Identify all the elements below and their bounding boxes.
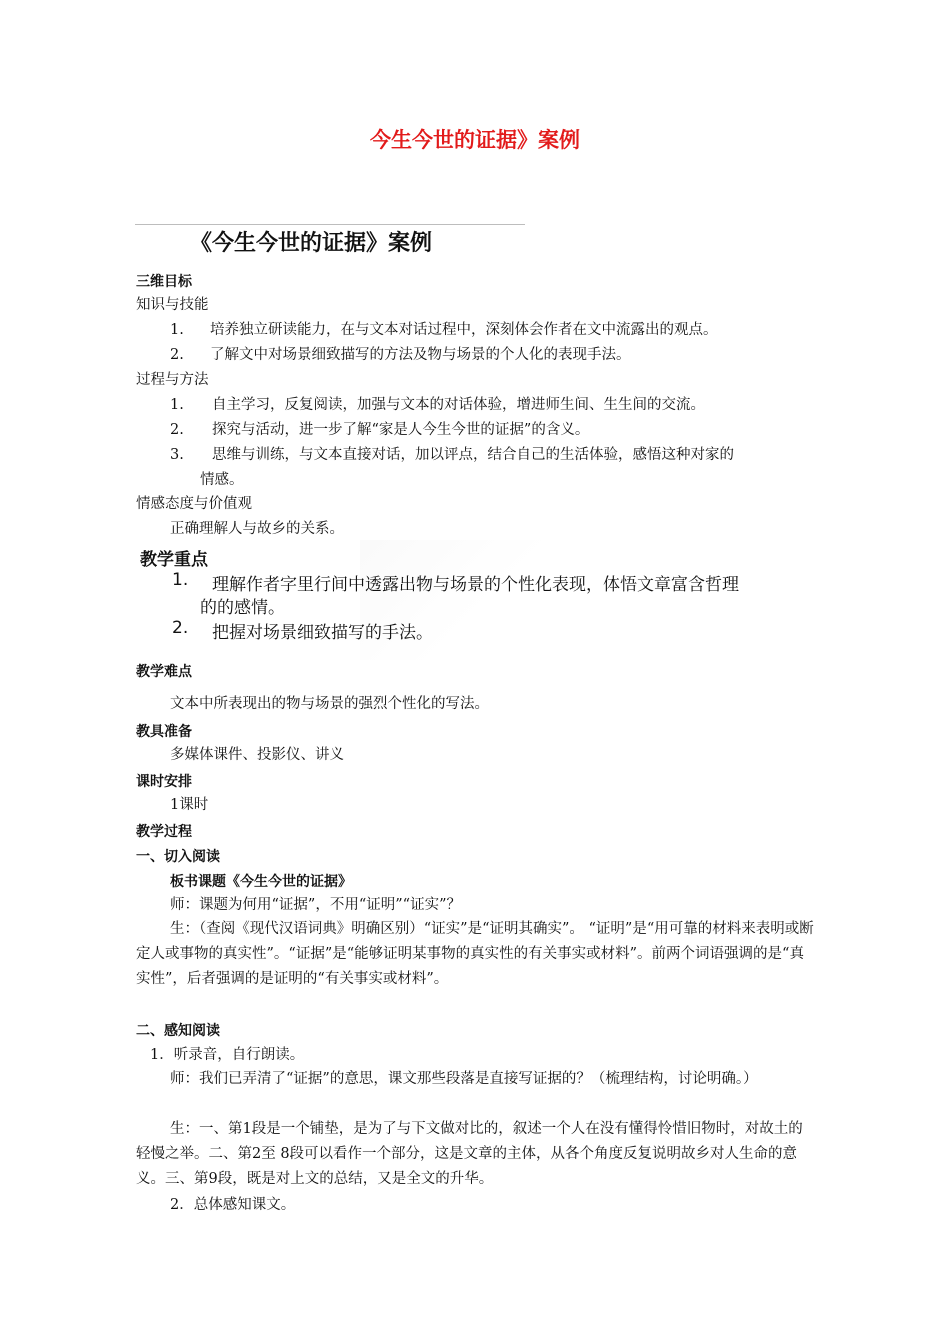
process-item-text-cont: 情感。 [200,472,244,488]
process-item-text: 思维与训练，与文本直接对话，加以评点，结合自己的生活体验，感悟这种对家的 [212,447,734,463]
teacher-question: 师：我们已弄清了“证据”的意思，课文那些段落是直接写证据的？（梳理结构，讨论明确。） [170,1071,758,1087]
key-point-text: 把握对场景细致描写的手法。 [212,623,433,643]
emotion-text: 正确理解人与故乡的关系。 [170,521,344,537]
schedule-text: 1课时 [170,797,209,813]
process-label: 过程与方法 [136,372,209,388]
tools-text: 多媒体课件、投影仪、讲义 [170,747,344,763]
knowledge-item-num: 2. [170,347,184,363]
process-item-num: 3. [170,447,184,463]
part1-heading: 一、切入阅读 [136,849,220,865]
difficulty-text: 文本中所表现出的物与场景的强烈个性化的写法。 [170,696,489,712]
process-item-text: 自主学习，反复阅读，加强与文本的对话体验，增进师生间、生生间的交流。 [212,397,705,413]
process-section-heading: 教学过程 [136,824,192,840]
difficulty-heading: 教学难点 [136,664,192,680]
key-point-num: 2. [172,618,189,638]
knowledge-item-num: 1. [170,322,184,338]
schedule-heading: 课时安排 [136,774,192,790]
teacher-question: 师：课题为何用“证据”，不用“证明”“证实”？ [170,897,461,913]
student-answer: 生：一、第1段是一个铺垫，是为了与下文做对比的，叙述一个人在没有懂得怜惜旧物时，对故土的轻慢之举。二、第2至 8段可以看作一个部分，这是文章的主体，从各个角度反复说明故乡对人生命的意义。三、第9段，既是对上文的总结，又是全文的升华。 [136,1121,803,1187]
page-title: 今生今世的证据》案例 [370,128,580,152]
embedded-title: 《今生今世的证据》案例 [190,231,433,256]
knowledge-item-text: 了解文中对场景细致描写的方法及物与场景的个人化的表现手法。 [210,347,631,363]
key-point-num: 1. [172,570,189,590]
student-answer: 生：（查阅《现代汉语词典》明确区别）“证实”是“证明其确实”。 “证明”是“用可靠的材料来表明或断定人或事物的真实性”。“证据”是“能够证明某事物的真实性的有关事实或材料”。前两个词语强调的是“真实性”，后者强调的是证明的“有关事实或材料”。 [136,921,814,987]
process-item-text: 探究与活动，进一步了解“家是人今生今世的证据”的含义。 [212,422,590,438]
key-point-text: 理解作者字里行间中透露出物与场景的个性化表现，体悟文章富含哲理 [212,575,739,595]
emotion-label: 情感态度与价值观 [136,496,252,512]
tools-heading: 教具准备 [136,724,192,740]
step1-text: 1．听录音，自行朗读。 [150,1047,305,1063]
part2-heading: 二、感知阅读 [136,1023,220,1039]
process-item-num: 2. [170,422,184,438]
board-title: 板书课题《今生今世的证据》 [170,874,352,890]
knowledge-label: 知识与技能 [136,297,209,313]
process-item-num: 1. [170,397,184,413]
step2-text: 2．总体感知课文。 [170,1197,296,1213]
divider [135,224,525,225]
objectives-heading: 三维目标 [136,274,192,290]
knowledge-item-text: 培养独立研读能力，在与文本对话过程中，深刻体会作者在文中流露出的观点。 [210,322,718,338]
key-points-heading: 教学重点 [140,550,208,570]
key-point-text-cont: 的的感情。 [200,598,285,618]
